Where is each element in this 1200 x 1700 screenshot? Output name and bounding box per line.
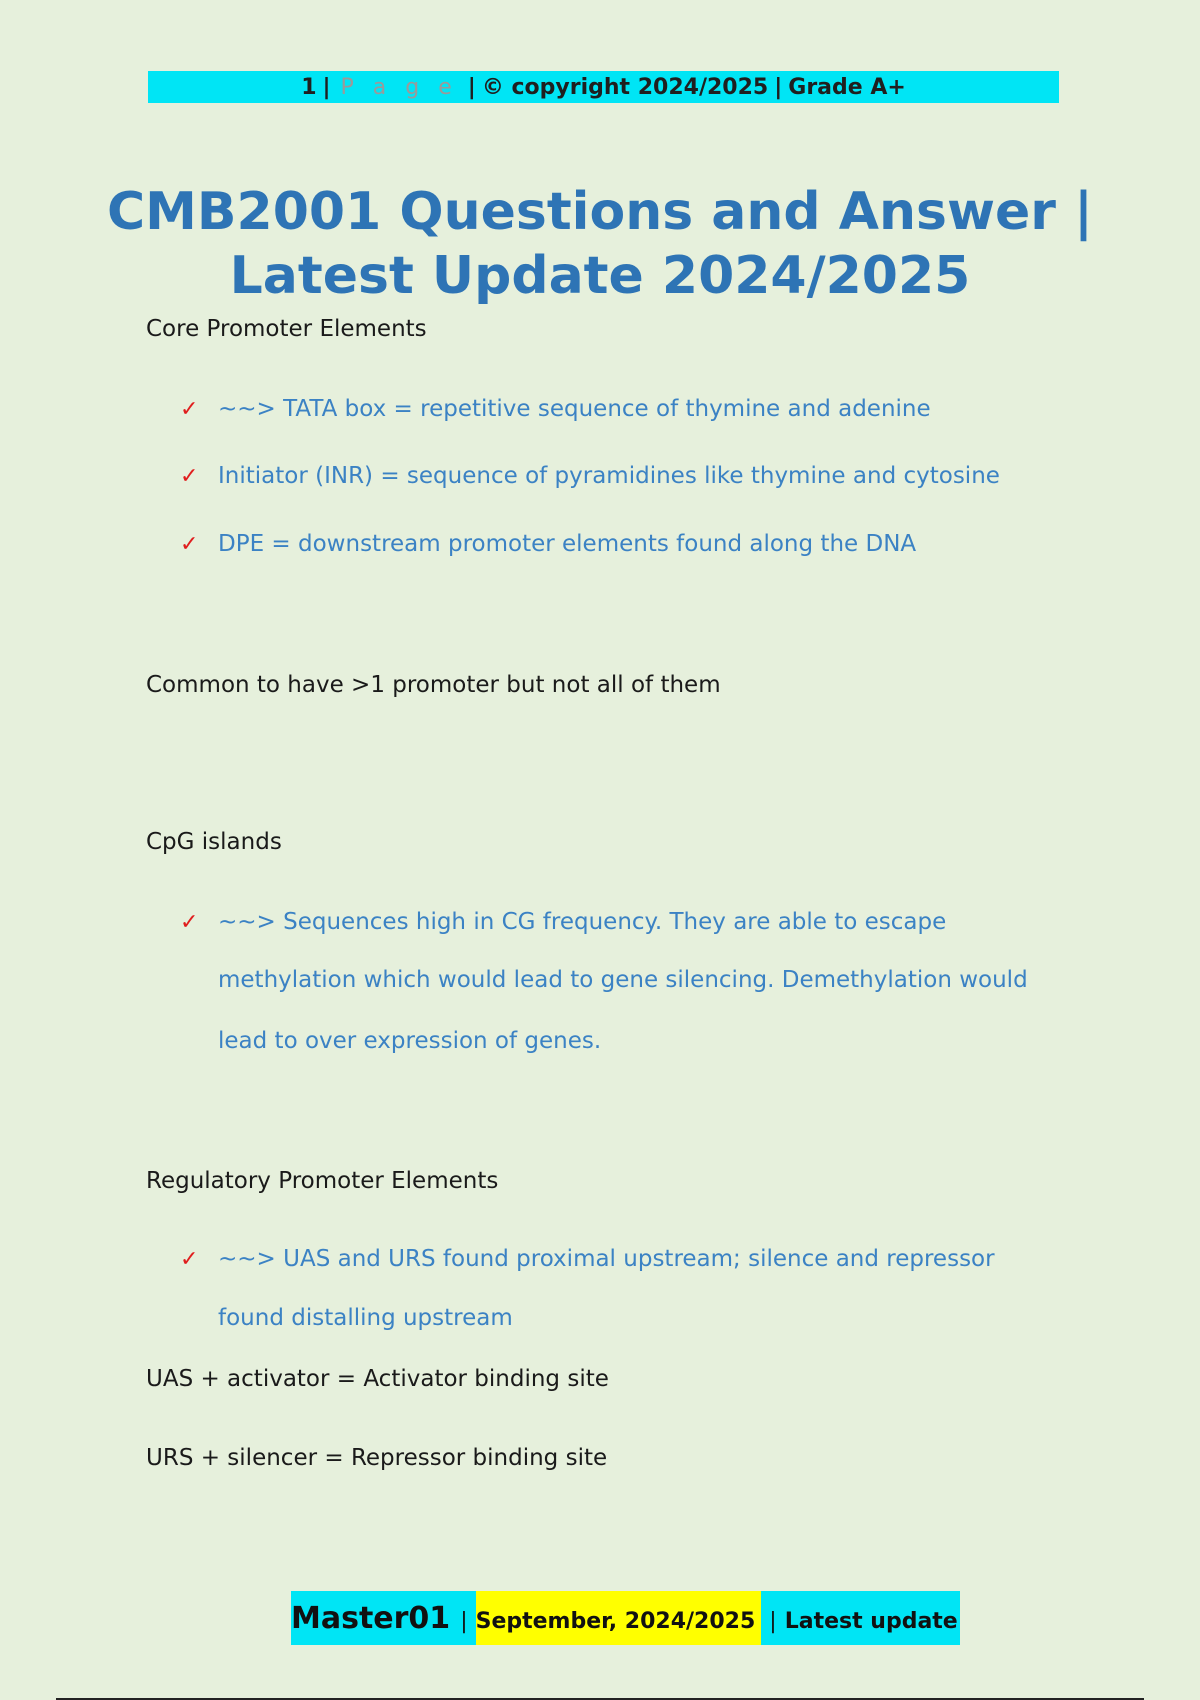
check-icon: ✓ <box>180 397 199 422</box>
page-number: 1 <box>301 74 317 100</box>
check-icon: ✓ <box>180 464 199 489</box>
footer-latest: Latest update <box>784 1608 958 1634</box>
section-heading-regulatory: Regulatory Promoter Elements <box>146 1168 499 1194</box>
page-footer <box>291 1591 960 1645</box>
header-separator: | <box>322 74 331 100</box>
cpg-line-2: methylation which would lead to gene silencing. Demethylation would <box>218 967 1028 993</box>
footer-author: Master01 <box>291 1600 451 1636</box>
check-icon: ✓ <box>180 910 199 935</box>
footer-month: September, 2024/2025 <box>475 1608 756 1634</box>
core-item-inr: Initiator (INR) = sequence of pyramidines like thymine and cytosine <box>218 463 1000 489</box>
urs-definition: URS + silencer = Repressor binding site <box>146 1445 608 1471</box>
page-header-bar <box>148 71 1059 103</box>
section-heading-cpg: CpG islands <box>146 829 282 855</box>
section-heading-core: Core Promoter Elements <box>146 316 427 342</box>
check-icon: ✓ <box>180 532 199 557</box>
core-item-dpe: DPE = downstream promoter elements found along the DNA <box>218 531 917 557</box>
copyright-text: © copyright 2024/2025 <box>481 74 769 100</box>
title-line-1: CMB2001 Questions and Answer | <box>107 182 1093 242</box>
page-word: P a g e <box>340 74 458 100</box>
header-separator: | <box>467 74 476 100</box>
document-title <box>100 180 1100 308</box>
uas-definition: UAS + activator = Activator binding site <box>146 1366 609 1392</box>
regulatory-line-2: found distalling upstream <box>218 1305 513 1331</box>
footer-latest-block <box>761 1591 959 1645</box>
footer-author-block <box>291 1591 476 1645</box>
footer-separator: | <box>769 1608 777 1634</box>
title-line-2: Latest Update 2024/2025 <box>229 246 971 306</box>
core-item-tata: ~~> TATA box = repetitive sequence of thymine and adenine <box>218 396 931 422</box>
footer-separator: | <box>460 1608 468 1634</box>
grade-text: Grade A+ <box>788 74 906 100</box>
cpg-line-3: lead to over expression of genes. <box>218 1028 602 1054</box>
regulatory-line-1: ~~> UAS and URS found proximal upstream; silence and repressor <box>218 1246 995 1272</box>
footer-month-block <box>476 1591 762 1645</box>
check-icon: ✓ <box>180 1247 199 1272</box>
header-separator: | <box>774 74 783 100</box>
cpg-line-1: ~~> Sequences high in CG frequency. They are able to escape <box>218 909 947 935</box>
common-promoter-text: Common to have >1 promoter but not all of them <box>146 672 721 698</box>
